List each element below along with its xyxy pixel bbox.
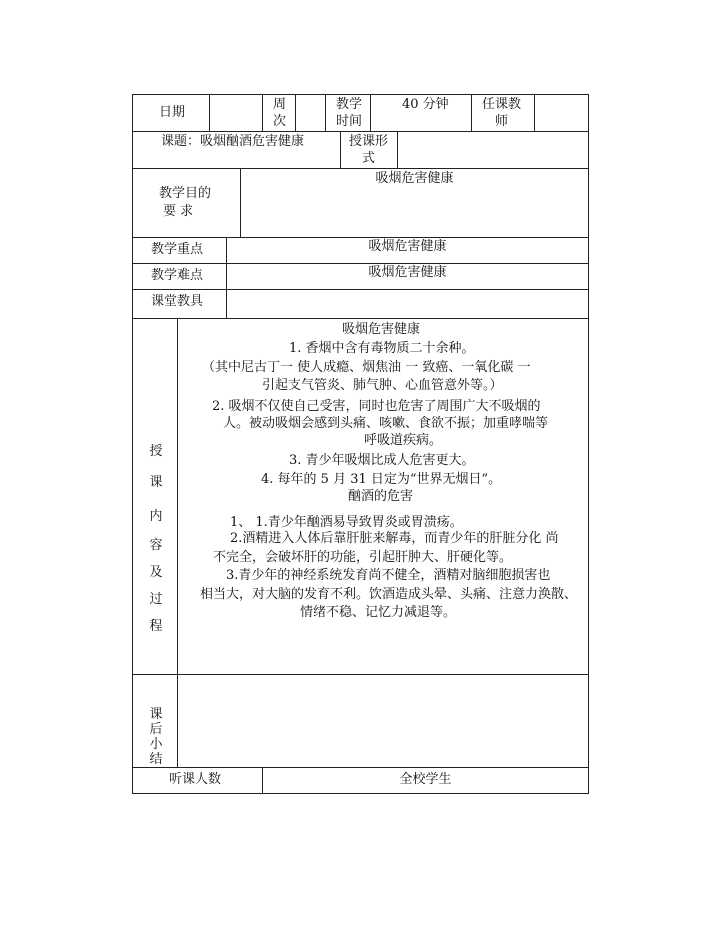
time-label-line1: 教学: [336, 97, 363, 112]
time-value: 40 分钟: [402, 97, 449, 112]
teacher-label-line1: 任课教: [482, 97, 522, 112]
date-label-cell: [132, 94, 210, 132]
summary-label-cell: [132, 674, 178, 768]
week-label-cell: [262, 94, 296, 132]
teacher-value-cell: [534, 94, 589, 132]
key-point-label-cell: [132, 237, 227, 264]
audience-label-cell: [132, 767, 263, 794]
summary-side-label-3: 结: [149, 752, 163, 767]
content-line-3: 引起支气管炎、肺气肿、心血管意外等。）: [262, 378, 503, 393]
difficulty-value: 吸烟危害健康: [368, 265, 447, 280]
tools-label: 课堂教具: [151, 294, 204, 309]
content-line-4: 2. 吸烟不仅使自己受害，同时也危害了周围广大不吸烟的: [212, 399, 541, 414]
content-line-15: 情绪不稳、记忆力减退等。: [300, 605, 457, 620]
form-label-cell: [340, 131, 398, 169]
difficulty-label-cell: [132, 263, 227, 290]
week-label-line1: 周: [273, 97, 287, 112]
tools-label-cell: [132, 289, 227, 319]
week-value-cell: [295, 94, 326, 132]
content-line-9: 酗酒的危害: [348, 489, 414, 504]
difficulty-label: 教学难点: [151, 268, 204, 283]
audience-value: 全校学生: [399, 772, 452, 787]
summary-side-label-1: 后: [149, 722, 163, 737]
content-side-label-2: 内: [149, 509, 163, 524]
goals-label-cell: [132, 168, 241, 238]
form-label-line1: 授课形: [349, 134, 389, 149]
key-point-label: 教学重点: [151, 242, 204, 257]
teacher-label-cell: [471, 94, 535, 132]
goals-label-line1: 教学目的: [159, 186, 212, 201]
time-value-cell: [370, 94, 472, 132]
content-line-1: 1. 香烟中含有毒物质二十余种。: [289, 341, 475, 356]
audience-value-cell: [262, 767, 589, 794]
date-label: 日期: [159, 105, 186, 120]
content-line-13: 3.青少年的神经系统发育尚不健全，酒精对脑细胞损害也: [226, 568, 551, 583]
content-side-label-3: 容: [149, 538, 163, 553]
content-label-cell: [132, 318, 178, 675]
content-line-8: 4. 每年的 5 月 31 日定为“世界无烟日”。: [261, 472, 502, 487]
content-side-label-1: 课: [149, 475, 163, 490]
summary-side-label-2: 小: [149, 737, 163, 752]
content-line-6: 呼吸道疾病。: [364, 433, 443, 448]
key-point-value: 吸烟危害健康: [368, 239, 447, 254]
content-body-cell: [177, 318, 589, 675]
content-side-label-0: 授: [149, 444, 163, 459]
time-label-line2: 时间: [336, 114, 363, 129]
key-point-value-cell: [226, 237, 589, 264]
topic-label: 课题：吸烟酗酒危害健康: [161, 134, 305, 149]
content-line-11: 2.酒精进入人体后靠肝脏来解毒，而青少年的肝脏分化 尚: [230, 531, 559, 546]
goals-label-line2: 要 求: [163, 204, 194, 219]
week-label-line2: 次: [273, 114, 287, 129]
content-line-0: 吸烟危害健康: [342, 322, 421, 337]
form-label-line2: 式: [362, 151, 376, 166]
goals-value-cell: [240, 168, 589, 238]
content-line-14: 相当大，对大脑的发育不利。饮酒造成头晕、头痛、注意力涣散、: [200, 587, 578, 602]
date-value-cell: [209, 94, 263, 132]
summary-value-cell: [177, 674, 589, 768]
content-line-12: 不完全，会破坏肝的功能，引起肝肿大、肝硬化等。: [213, 550, 513, 565]
content-side-label-4: 及: [149, 565, 163, 580]
content-line-10: 1、 1.青少年酗酒易导致胃炎或胃溃疡。: [230, 515, 463, 530]
content-side-label-5: 过: [149, 592, 163, 607]
teacher-label-line2: 师: [495, 114, 509, 129]
audience-label: 听课人数: [169, 772, 222, 787]
form-value-cell: [397, 131, 589, 169]
tools-value-cell: [226, 289, 589, 319]
content-line-7: 3. 青少年吸烟比成人危害更大。: [289, 453, 475, 468]
goals-value: 吸烟危害健康: [375, 171, 454, 186]
difficulty-value-cell: [226, 263, 589, 290]
content-line-2: （其中尼古丁一 使人成瘾、烟焦油 一 致癌、一氧化碳 一: [202, 360, 531, 375]
topic-cell: [132, 131, 341, 169]
content-line-5: 人。被动吸烟会感到头痛、咳嗽、食欲不振；加重哮喘等: [223, 416, 549, 431]
summary-side-label-0: 课: [149, 707, 163, 722]
time-label-cell: [325, 94, 371, 132]
content-side-label-6: 程: [149, 619, 163, 634]
